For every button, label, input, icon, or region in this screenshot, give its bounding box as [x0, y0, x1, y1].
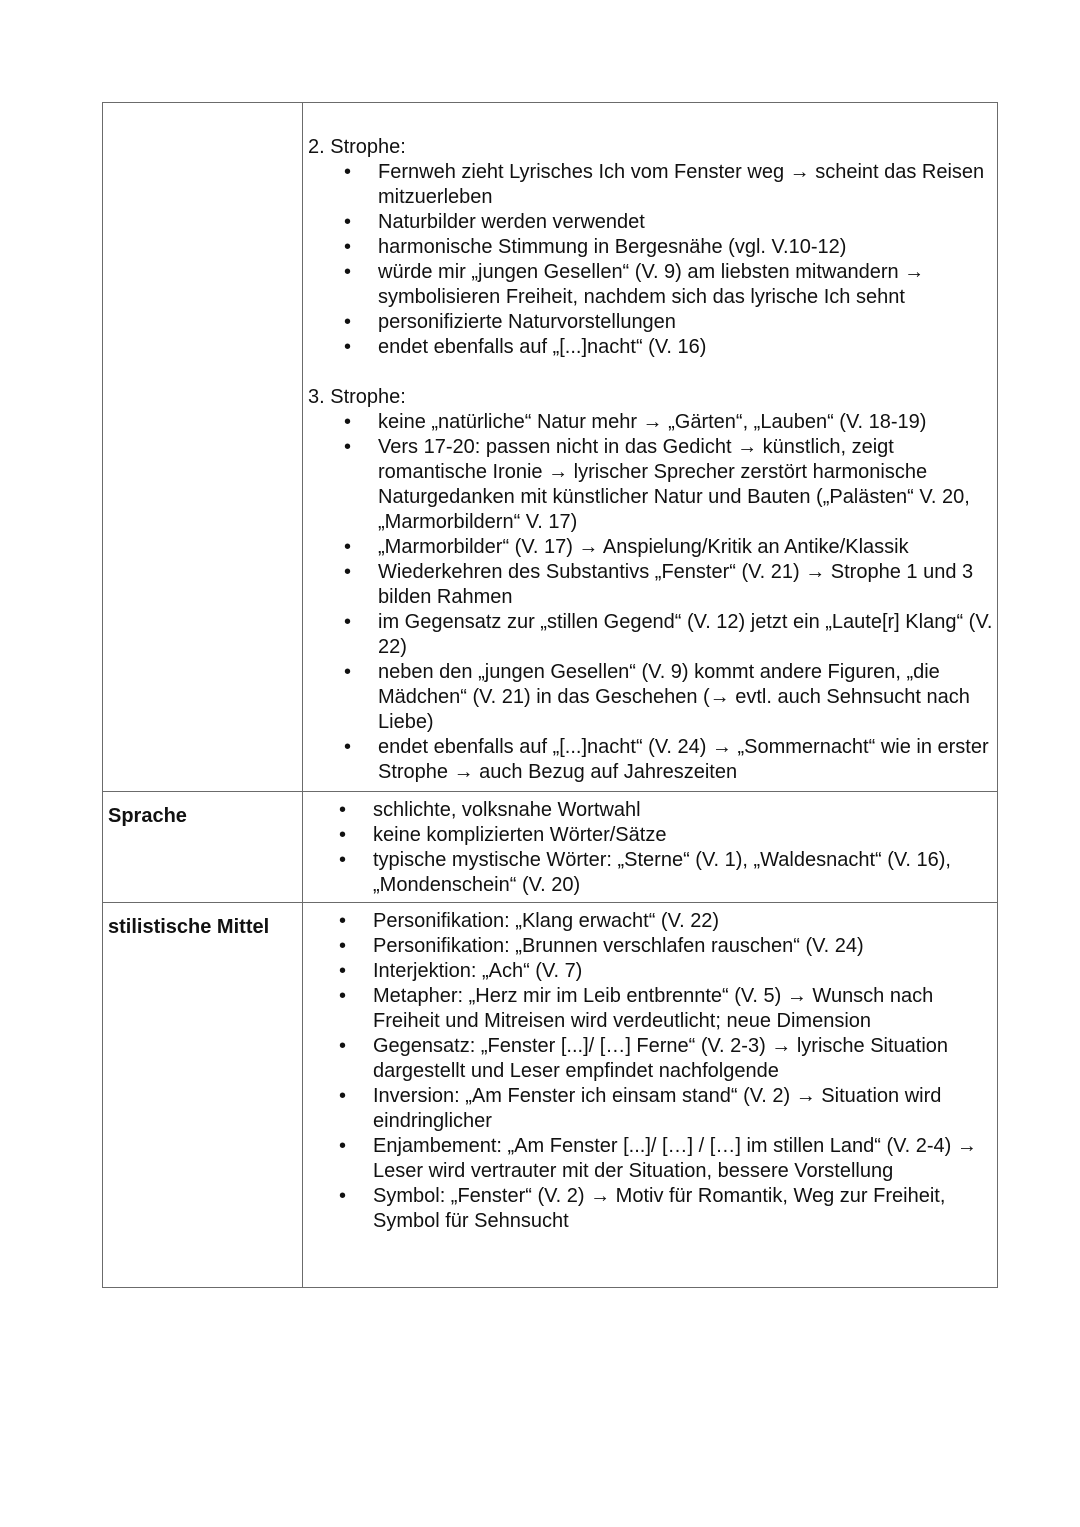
table-row-sprache	[103, 792, 998, 903]
row-label-sprache: Sprache	[103, 792, 303, 903]
list-item: • Symbol: „Fenster“ (V. 2) → Motiv für Romantik, Weg zur Freiheit, Symbol für Sehnsucht	[303, 1184, 997, 1234]
stilmittel-list	[303, 909, 997, 1234]
list-item: • im Gegensatz zur „stillen Gegend“ (V. 12) jetzt ein „Laute[r] Klang“ (V. 22)	[308, 610, 997, 660]
list-item: • keine komplizierten Wörter/Sätze	[303, 823, 997, 848]
strophe-2-block	[303, 135, 997, 360]
list-item: • Wiederkehren des Substantivs „Fenster“ (V. 21) → Strophe 1 und 3 bilden Rahmen	[308, 560, 997, 610]
list-item: • Personifikation: „Brunnen verschlafen rauschen“ (V. 24)	[303, 934, 997, 959]
list-item: • Metapher: „Herz mir im Leib entbrennte“ (V. 5) → Wunsch nach Freiheit und Mitreisen wird verdeutlicht; neue Dimension	[303, 984, 997, 1034]
strophe-3-list	[308, 410, 997, 785]
row-content-strophen	[303, 103, 998, 792]
strophe-2-title: 2. Strophe:	[308, 136, 406, 158]
row-content-stilmittel	[303, 903, 998, 1288]
list-item: • personifizierte Naturvorstellungen	[308, 310, 997, 335]
list-item: • harmonische Stimmung in Bergesnähe (vgl. V.10-12)	[308, 235, 997, 260]
list-item: • endet ebenfalls auf „[...]nacht“ (V. 24) → „Sommernacht“ wie in erster Strophe → auch Bezug auf Jahreszeiten	[308, 735, 997, 785]
list-item: • schlichte, volksnahe Wortwahl	[303, 798, 997, 823]
list-item: • Vers 17-20: passen nicht in das Gedicht → künstlich, zeigt romantische Ironie → lyrischer Sprecher zerstört harmonische Naturgedanken mit künstlicher Natur und Bauten („Palästen“ V. 20, „Marmorbildern“ V. 17)	[308, 435, 997, 535]
list-item: • Personifikation: „Klang erwacht“ (V. 22)	[303, 909, 997, 934]
sprache-list	[303, 798, 997, 898]
list-item: • Interjektion: „Ach“ (V. 7)	[303, 959, 997, 984]
list-item: • Enjambement: „Am Fenster [...]/ […] / […] im stillen Land“ (V. 2-4) → Leser wird vertrauter mit der Situation, bessere Vorstellung	[303, 1134, 997, 1184]
row-content-sprache	[303, 792, 998, 903]
row-label-empty	[103, 103, 303, 792]
list-item: • Fernweh zieht Lyrisches Ich vom Fenster weg → scheint das Reisen mitzuerleben	[308, 160, 997, 210]
list-item: • „Marmorbilder“ (V. 17) → Anspielung/Kritik an Antike/Klassik	[308, 535, 997, 560]
list-item: • typische mystische Wörter: „Sterne“ (V. 1), „Waldesnacht“ (V. 16), „Mondenschein“ (V. 20)	[303, 848, 997, 898]
row-label-stilmittel: stilistische Mittel	[103, 903, 303, 1288]
table-row-strophen	[103, 103, 998, 792]
analysis-table	[102, 102, 998, 1288]
list-item: • Inversion: „Am Fenster ich einsam stand“ (V. 2) → Situation wird eindringlicher	[303, 1084, 997, 1134]
strophe-3-title: 3. Strophe:	[308, 386, 406, 408]
list-item: • keine „natürliche“ Natur mehr → „Gärten“, „Lauben“ (V. 18-19)	[308, 410, 997, 435]
list-item: • Gegensatz: „Fenster [...]/ […] Ferne“ (V. 2-3) → lyrische Situation dargestellt und Leser empfindet nachfolgende	[303, 1034, 997, 1084]
list-item: • Naturbilder werden verwendet	[308, 210, 997, 235]
table-row-stilmittel	[103, 903, 998, 1288]
list-item: • endet ebenfalls auf „[...]nacht“ (V. 16)	[308, 335, 997, 360]
strophe-3-block	[303, 385, 997, 785]
list-item: • neben den „jungen Gesellen“ (V. 9) kommt andere Figuren, „die Mädchen“ (V. 21) in das Geschehen (→ evtl. auch Sehnsucht nach Liebe)	[308, 660, 997, 735]
list-item: • würde mir „jungen Gesellen“ (V. 9) am liebsten mitwandern → symbolisieren Freiheit, nachdem sich das lyrische Ich sehnt	[308, 260, 997, 310]
strophe-2-list	[308, 160, 997, 360]
